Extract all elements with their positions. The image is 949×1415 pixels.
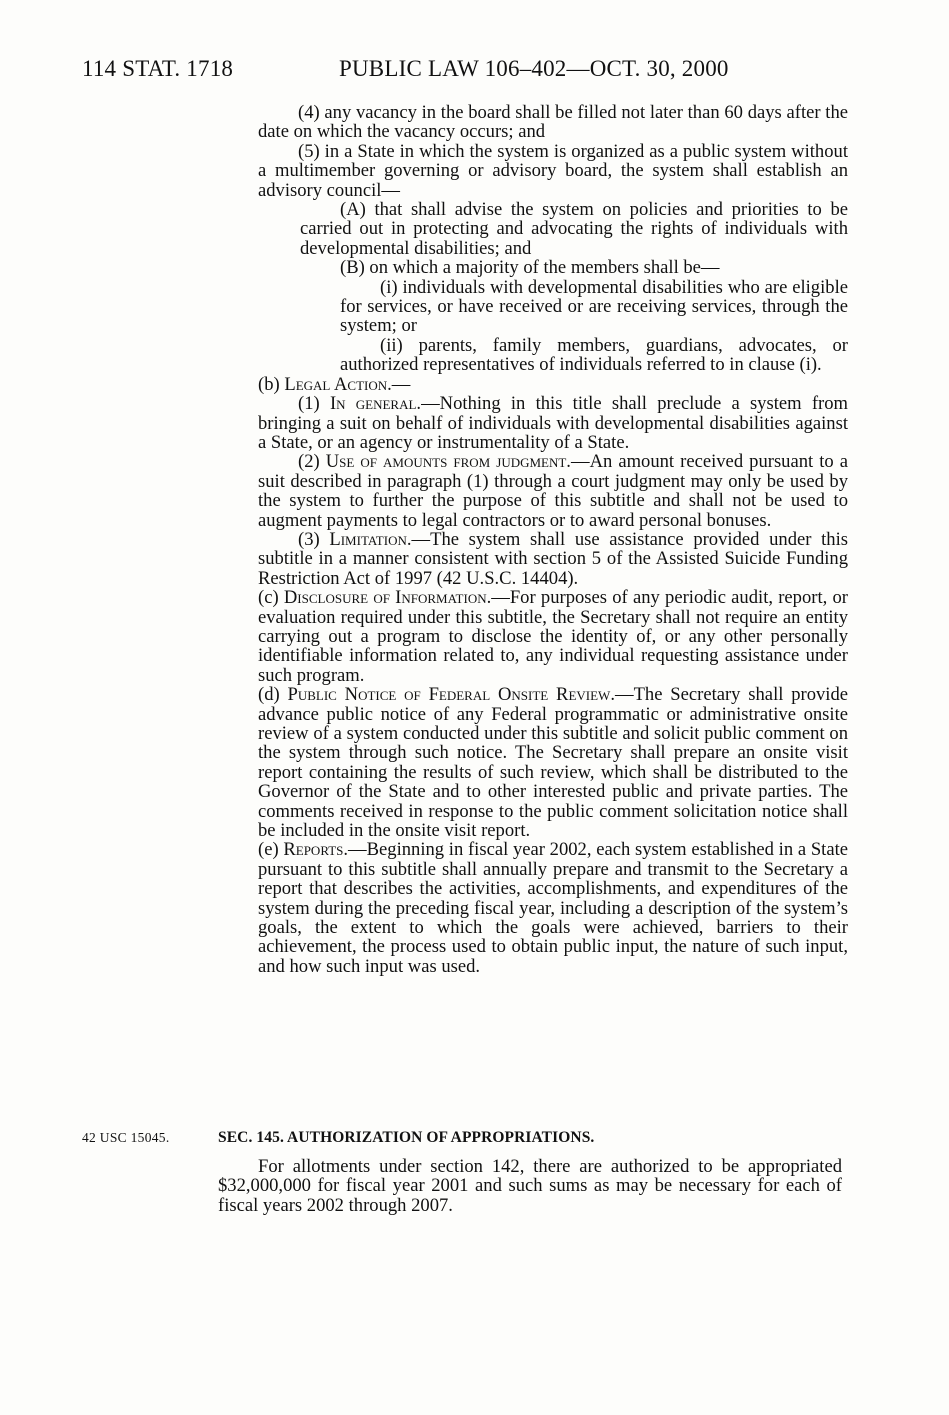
paragraph-b2: (2) Use of amounts from judgment.—An amount received pursuant to a suit described in paragraph (1) through a court judgment may only be used by the system to further the purpose of this subtitle and shall not be used to augment payments to legal contractors or to award personal bonuses. (258, 451, 848, 531)
paragraph-b2-title: Use of amounts from judgment. (325, 451, 571, 473)
subsection-c-title: Disclosure of Information. (283, 587, 492, 609)
paragraph-b1: (1) In general.—Nothing in this title shall preclude a system from bringing a suit on behalf of individuals with developmental disabilities against a State, or an agency or instrumentality of a State. (258, 393, 848, 453)
clause-ii: (ii) parents, family members, guardians, advocates, or authorized representatives of individuals referred to in clause (i). (340, 334, 848, 376)
subsection-c: (c) Disclosure of Information.—For purposes of any periodic audit, report, or evaluation required under this subtitle, the Secretary shall not require an entity carrying out a program to disclose the identity of, or any other personally identifiable information related to, any individual requesting assistance under such program. (258, 587, 849, 686)
section-heading: SEC. 145. AUTHORIZATION OF APPROPRIATIONS. (218, 1129, 595, 1146)
body-text (258, 103, 848, 976)
paragraph-b3-title: Limitation. (329, 528, 412, 550)
paragraph-b1-title: In general. (329, 393, 422, 415)
subparagraph-a: (A) that shall advise the system on policies and priorities to be carried out in protecting and advocating the rights of individuals with developmental disabilities; and (300, 199, 848, 259)
clause-i: (i) individuals with developmental disabilities who are eligible for services, or have received or are receiving services, through the system; or (340, 276, 848, 337)
usc-margin-note: 42 USC 15045. (82, 1130, 170, 1145)
subsection-b-title: Legal Action.— (284, 373, 411, 395)
section-145-body (218, 1157, 842, 1215)
section-145-text: For allotments under section 142, there are authorized to be appropriated $32,000,000 for fiscal year 2001 and such sums as may be necessary for each of fiscal years 2002 through 2007. (218, 1156, 842, 1216)
paragraph-5: (5) in a State in which the system is organized as a public system without a multimember governing or advisory board, the system shall establish an advisory council— (258, 140, 848, 201)
subsection-d-title: Public Notice of Federal Onsite Review. (287, 684, 615, 706)
subsection-e: (e) Reports.—Beginning in fiscal year 2002, each system established in a State pursuant to this subtitle shall annually prepare and transmit to the Secretary a report that describes the activities, accomplishments, and expenditures of the system during the preceding fiscal year, including a description of the system’s goals, the extent to which the goals were achieved, barriers to their achievement, the process used to obtain public input, the nature of such input, and how such input was used. (258, 839, 848, 977)
paragraph-4: (4) any vacancy in the board shall be filled not later than 60 days after the date on which the vacancy occurs; and (258, 102, 848, 143)
paragraph-b3: (3) Limitation.—The system shall use assistance provided under this subtitle in a manner consistent with section 5 of the Assisted Suicide Funding Restriction Act of 1997 (42 U.S.C. 14404). (258, 528, 848, 589)
stat-page-number: 114 STAT. 1718 (82, 56, 234, 81)
subparagraph-b: (B) on which a majority of the members shall be— (340, 257, 720, 279)
subsection-b-heading: (b) Legal Action.— (258, 373, 411, 395)
subsection-e-title: Reports. (283, 839, 349, 861)
subsection-d: (d) Public Notice of Federal Onsite Review.—The Secretary shall provide advance public notice of any Federal programmatic or administrative onsite review of a system conducted under this subtitle and solicit public comment on the system through such notice. The Secretary shall prepare an onsite visit report containing the results of such review, which shall be distributed to the Governor of the State and to other interested public and private parties. The comments received in response to the public comment solicitation notice shall be included in the onsite visit report. (258, 684, 848, 842)
public-law-title: PUBLIC LAW 106–402—OCT. 30, 2000 (339, 56, 729, 81)
